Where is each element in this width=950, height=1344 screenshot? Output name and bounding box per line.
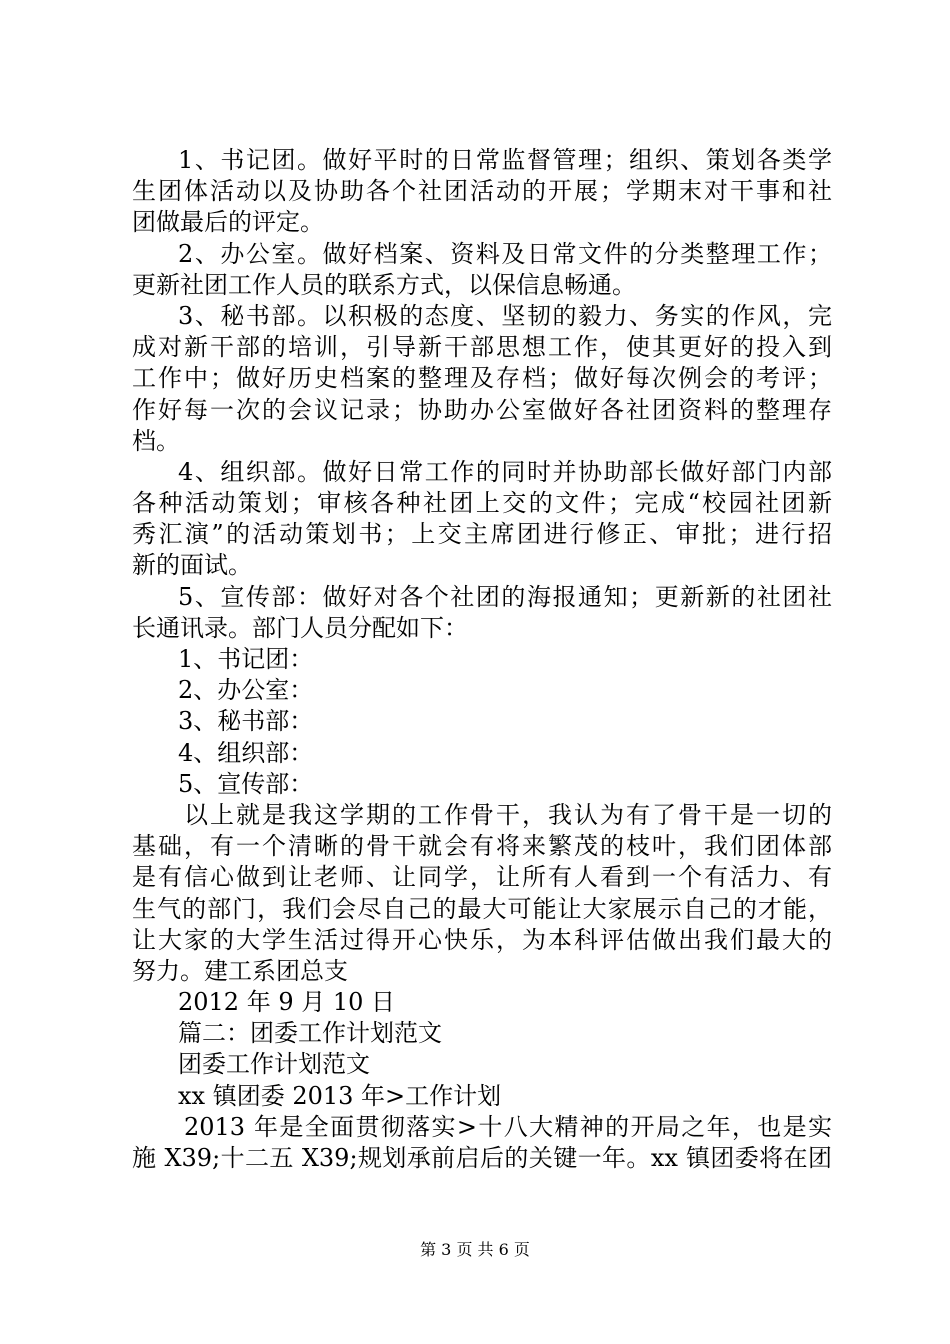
text-line: 工作中；做好历史档案的整理及存档；做好每次例会的考评； [132, 364, 832, 393]
text-line: 1、书记团： [178, 645, 314, 673]
text-line: 5、宣传部：做好对各个社团的海报通知；更新新的社团社 [178, 582, 832, 611]
text-line: 让大家的大学生活过得开心快乐，为本科评估做出我们最大的 [132, 925, 832, 954]
text-line: 基础，有一个清晰的骨干就会有将来繁茂的枝叶，我们团体部 [132, 832, 832, 861]
text-line: 团委工作计划范文 [178, 1050, 370, 1079]
text-line: 作好每一次的会议记录；协助办公室做好各社团资料的整理存 [132, 395, 832, 424]
text-line: 新的面试。 [132, 551, 252, 580]
text-line: 更新社团工作人员的联系方式，以保信息畅通。 [132, 270, 636, 299]
text-line: 团做最后的评定。 [132, 208, 324, 237]
text-line: 成对新干部的培训，引导新干部思想工作，使其更好的投入到 [132, 333, 832, 362]
text-line: 努力。建工系团总支 [132, 956, 348, 985]
text-line: 各种活动策划；审核各种社团上交的文件；完成“校园社团新 [132, 489, 832, 518]
text-line: 以上就是我这学期的工作骨干，我认为有了骨干是一切的 [184, 800, 832, 829]
text-line: 长通讯录。部门人员分配如下： [132, 613, 468, 642]
text-line: 施 X39;十二五 X39;规划承前启后的关键一年。xx 镇团委将在团 [132, 1144, 832, 1172]
text-line: 档。 [132, 426, 180, 455]
text-line: 生气的部门，我们会尽自己的最大可能让大家展示自己的才能， [132, 894, 832, 923]
text-line: 5、宣传部： [178, 769, 314, 798]
page-footer: 第 3 页 共 6 页 [420, 1240, 530, 1259]
text-line: xx 镇团委 2013 年>工作计划 [178, 1081, 502, 1110]
text-line: 4、组织部。做好日常工作的同时并协助部长做好部门内部 [178, 457, 832, 486]
text-line: 3、秘书部。以积极的态度、坚韧的毅力、务实的作风，完 [178, 301, 832, 330]
text-line: 篇二：团委工作计划范文 [178, 1019, 442, 1048]
document-body [132, 145, 832, 1174]
text-line: 是有信心做到让老师、让同学，让所有人看到一个有活力、有 [132, 863, 832, 892]
text-line: 2012 年 9 月 10 日 [178, 988, 396, 1017]
text-line: 2、办公室。做好档案、资料及日常文件的分类整理工作； [178, 239, 832, 268]
text-line: 秀汇演”的活动策划书；上交主席团进行修正、审批；进行招 [132, 520, 832, 549]
text-line: 3、秘书部： [178, 707, 314, 736]
text-line: 2、办公室： [178, 676, 314, 705]
text-line: 4、组织部： [178, 738, 314, 767]
text-line: 生团体活动以及协助各个社团活动的开展；学期末对干事和社 [132, 177, 832, 206]
text-line: 2013 年是全面贯彻落实>十八大精神的开局之年，也是实 [184, 1112, 832, 1141]
text-line: 1、书记团。做好平时的日常监督管理；组织、策划各类学 [178, 146, 832, 174]
